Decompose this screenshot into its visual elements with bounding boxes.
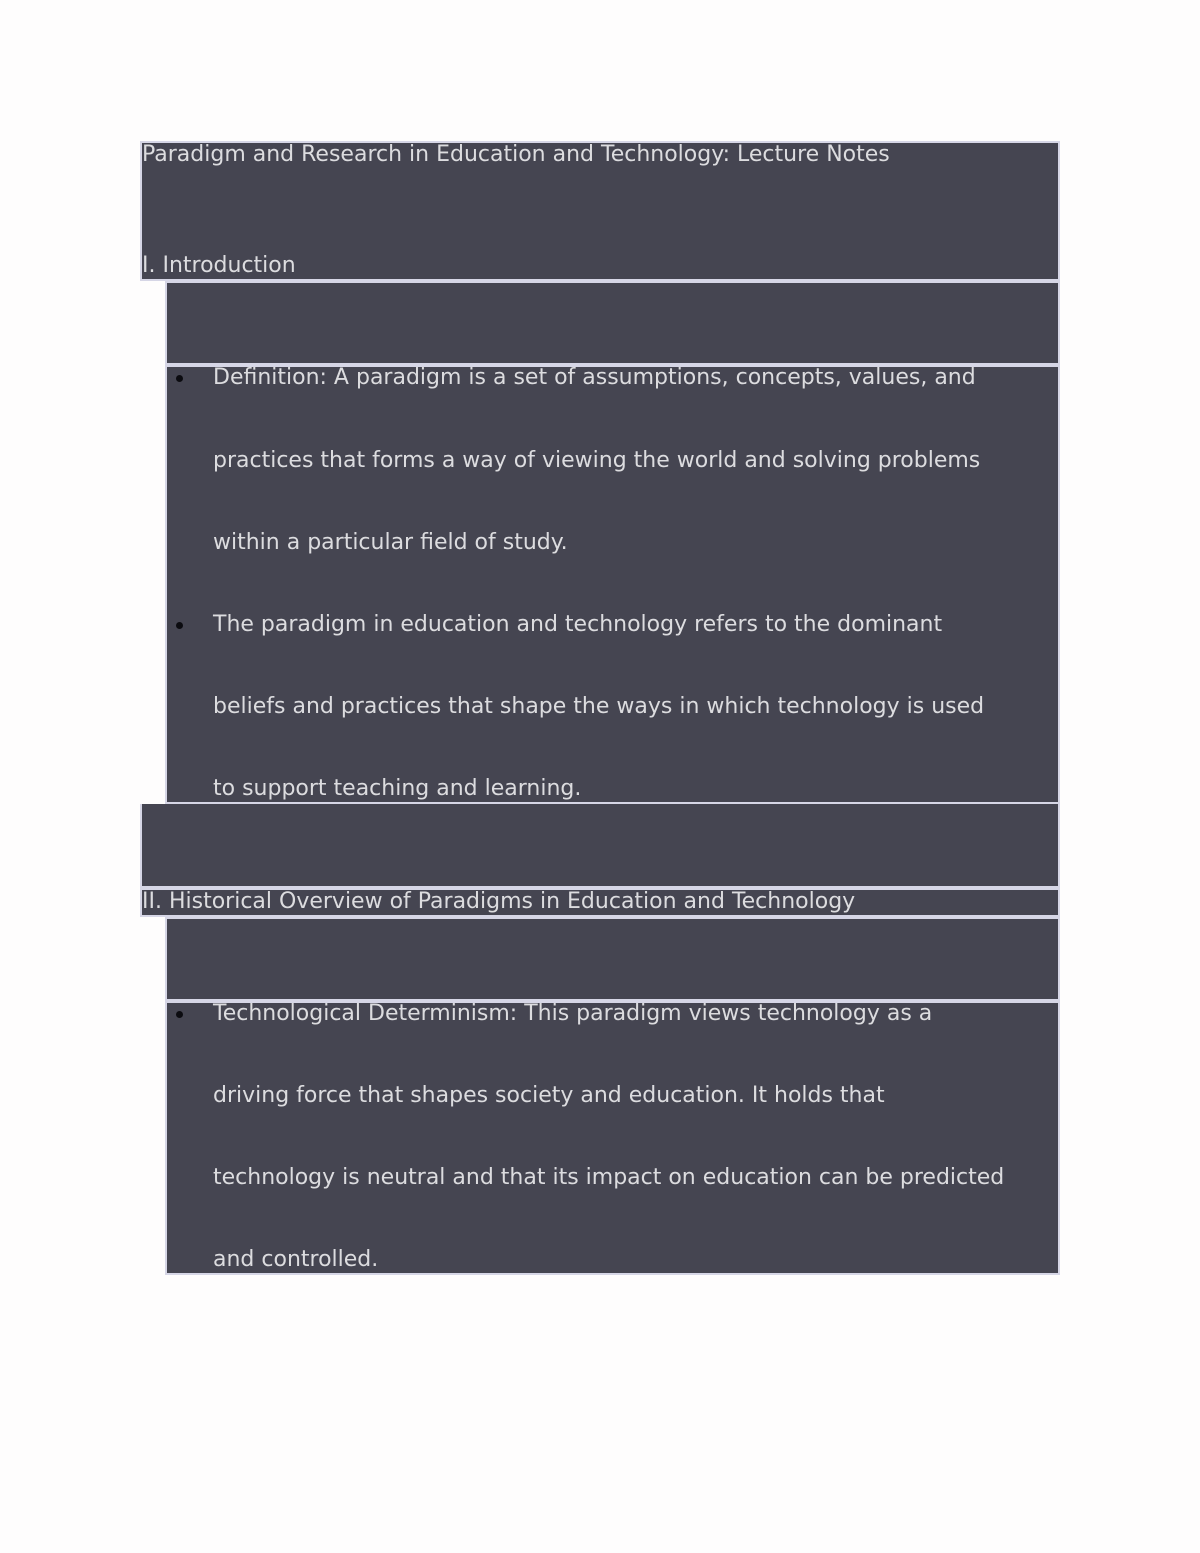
bullet-icon [176, 622, 183, 629]
bullet-icon [176, 1011, 183, 1018]
section1-heading: I. Introduction [142, 253, 296, 278]
section1-bullet1-line3: within a particular field of study. [213, 530, 568, 555]
spacer-block-1 [165, 281, 1060, 365]
section2-bullet1-line3: technology is neutral and that its impact on education can be predicted [213, 1165, 1005, 1190]
bullet-icon [176, 375, 183, 382]
section2-bullet1-line1: Technological Determinism: This paradigm views technology as a [213, 1001, 933, 1026]
section2-bullet1-line2: driving force that shapes society and education. It holds that [213, 1083, 885, 1108]
section1-bullet2-line3: to support teaching and learning. [213, 776, 582, 801]
section1-bullet1-line1: Definition: A paradigm is a set of assumptions, concepts, values, and [213, 365, 976, 390]
section1-bullet1-line2: practices that forms a way of viewing the world and solving problems [213, 448, 981, 473]
section2-heading: II. Historical Overview of Paradigms in Education and Technology [142, 889, 856, 914]
section2-bullet1-line4: and controlled. [213, 1247, 379, 1272]
spacer-block-2 [140, 804, 1060, 888]
spacer-block-3 [165, 917, 1060, 1001]
section2-list-block [165, 1001, 1060, 1275]
section1-bullet2-line1: The paradigm in education and technology refers to the dominant [213, 612, 943, 637]
section1-list-block [165, 365, 1060, 804]
section1-bullet2-line2: beliefs and practices that shape the ways in which technology is used [213, 694, 985, 719]
document-title: Paradigm and Research in Education and Technology: Lecture Notes [142, 142, 890, 167]
